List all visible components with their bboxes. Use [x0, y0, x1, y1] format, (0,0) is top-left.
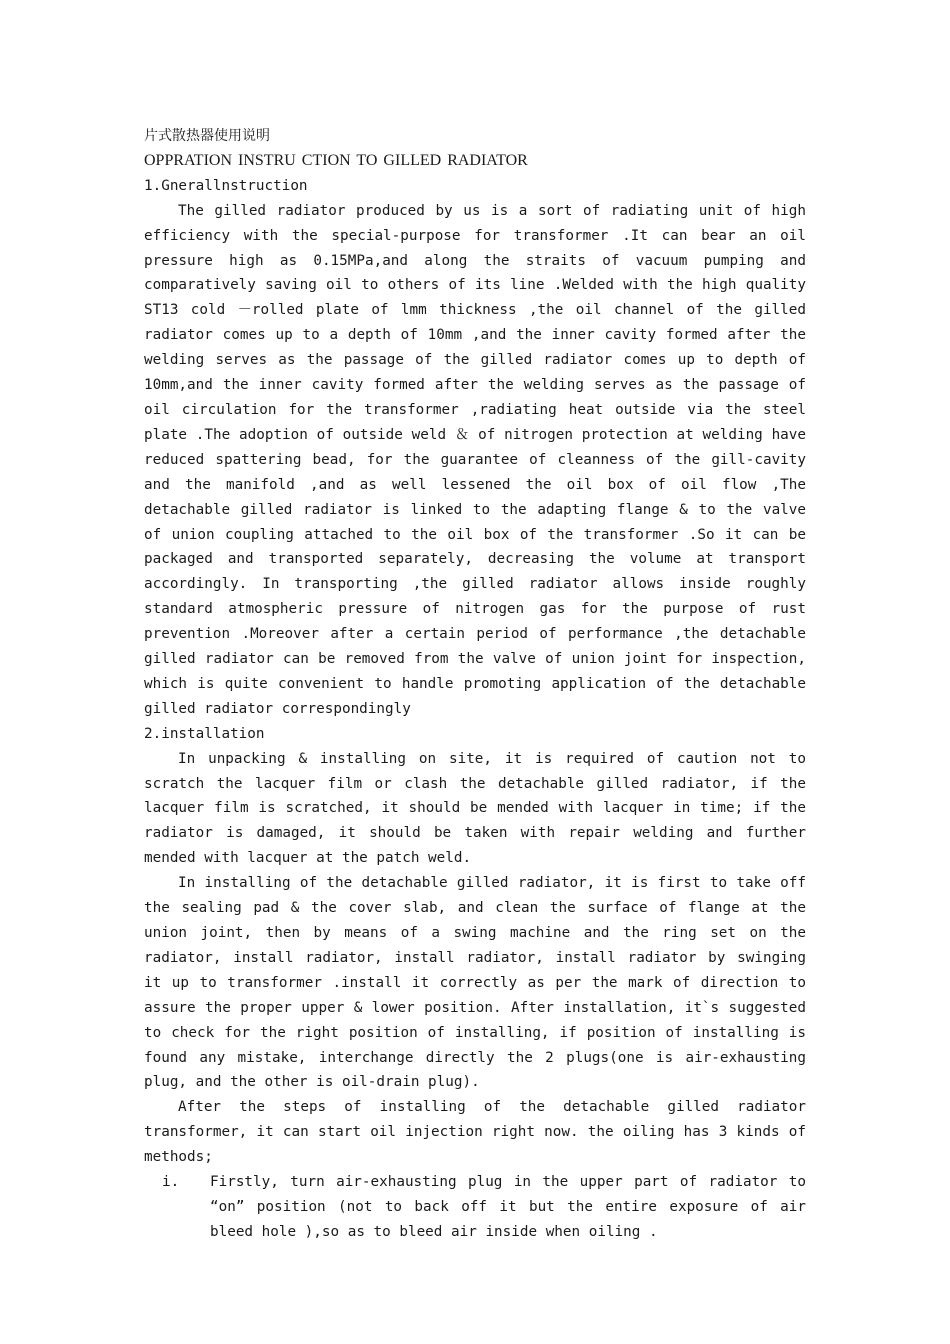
section-2-paragraph-2: In installing of the detachable gilled radiator, it is first to take off the sealing pad & the cover slab, and clean the surface of flange at the union joint, then by means of a swing machine and the ring set on the radiator, install radiator, install radiator, install radiator by swinging it up to transformer .install it correctly as per the mark of direction to assure the proper upper & lower position. After installation, it`s suggested to check for the right position of installing, if position of installing is found any mistake, interchange directly the 2 plugs(one is air-exhausting plug, and the other is oil-drain plug).	[144, 875, 806, 1091]
list-item-text: Firstly, turn air-exhausting plug in the upper part of radiator to “on” position (not to back off it but the entire exposure of air bleed hole ),so as to bleed air inside when oiling .	[210, 1174, 806, 1240]
section-2-paragraph-3: After the steps of installing of the detachable gilled radiator transformer, it can start oil injection right now. the oiling has 3 kinds of methods;	[144, 1099, 806, 1166]
section-1-paragraph: The gilled radiator produced by us is a sort of radiating unit of high efficiency with the special-purpose for transformer .It can bear an oil pressure high as 0.15MPa,and along the straits of vacuum pumping and comparatively saving oil to others of its line .Welded with the high quality ST13 cold －rolled plate of lmm thickness ,the oil channel of the gilled radiator comes up to a depth of 10mm ,and the inner cavity formed after the welding serves as the passage of the gilled radiator comes up to depth of 10mm,and the inner cavity formed after the welding serves as the passage of oil circulation for the transformer ,radiating heat outside via the steel plate .The adoption of outside weld ＆ of nitrogen protection at welding have reduced spattering bead, for the guarantee of cleanness of the gill-cavity and the manifold ,and as well lessened the oil box of oil flow ,The detachable gilled radiator is linked to the adapting flange & to the valve of union coupling attached to the oil box of the transformer .So it can be packaged and transported separately, decreasing the volume at transport accordingly. In transporting ,the gilled radiator allows inside roughly standard atmospheric pressure of nitrogen gas for the purpose of rust prevention .Moreover after a certain period of performance ,the detachable gilled radiator can be removed from the valve of union joint for inspection, which is quite convenient to handle promoting application of the detachable gilled radiator correspondingly	[144, 202, 806, 717]
document-page	[144, 124, 806, 1245]
document-title-chinese: 片式散热器使用说明	[144, 128, 270, 144]
section-1-heading: 1.Gnerallnstruction	[144, 177, 308, 194]
section-2-paragraph-1: In unpacking & installing on site, it is required of caution not to scratch the lacquer film or clash the detachable gilled radiator, if the lacquer film is scratched, it should be mended with lacquer in time; if the radiator is damaged, it should be taken with repair welding and further mended with lacquer at the patch weld.	[144, 750, 806, 867]
section-2-heading: 2.installation	[144, 725, 265, 742]
oiling-method-list-item	[144, 1170, 806, 1245]
list-item-marker: i.	[162, 1174, 180, 1191]
document-title-english: OPPRATION INSTRU CTION TO GILLED RADIATOR	[144, 151, 528, 169]
